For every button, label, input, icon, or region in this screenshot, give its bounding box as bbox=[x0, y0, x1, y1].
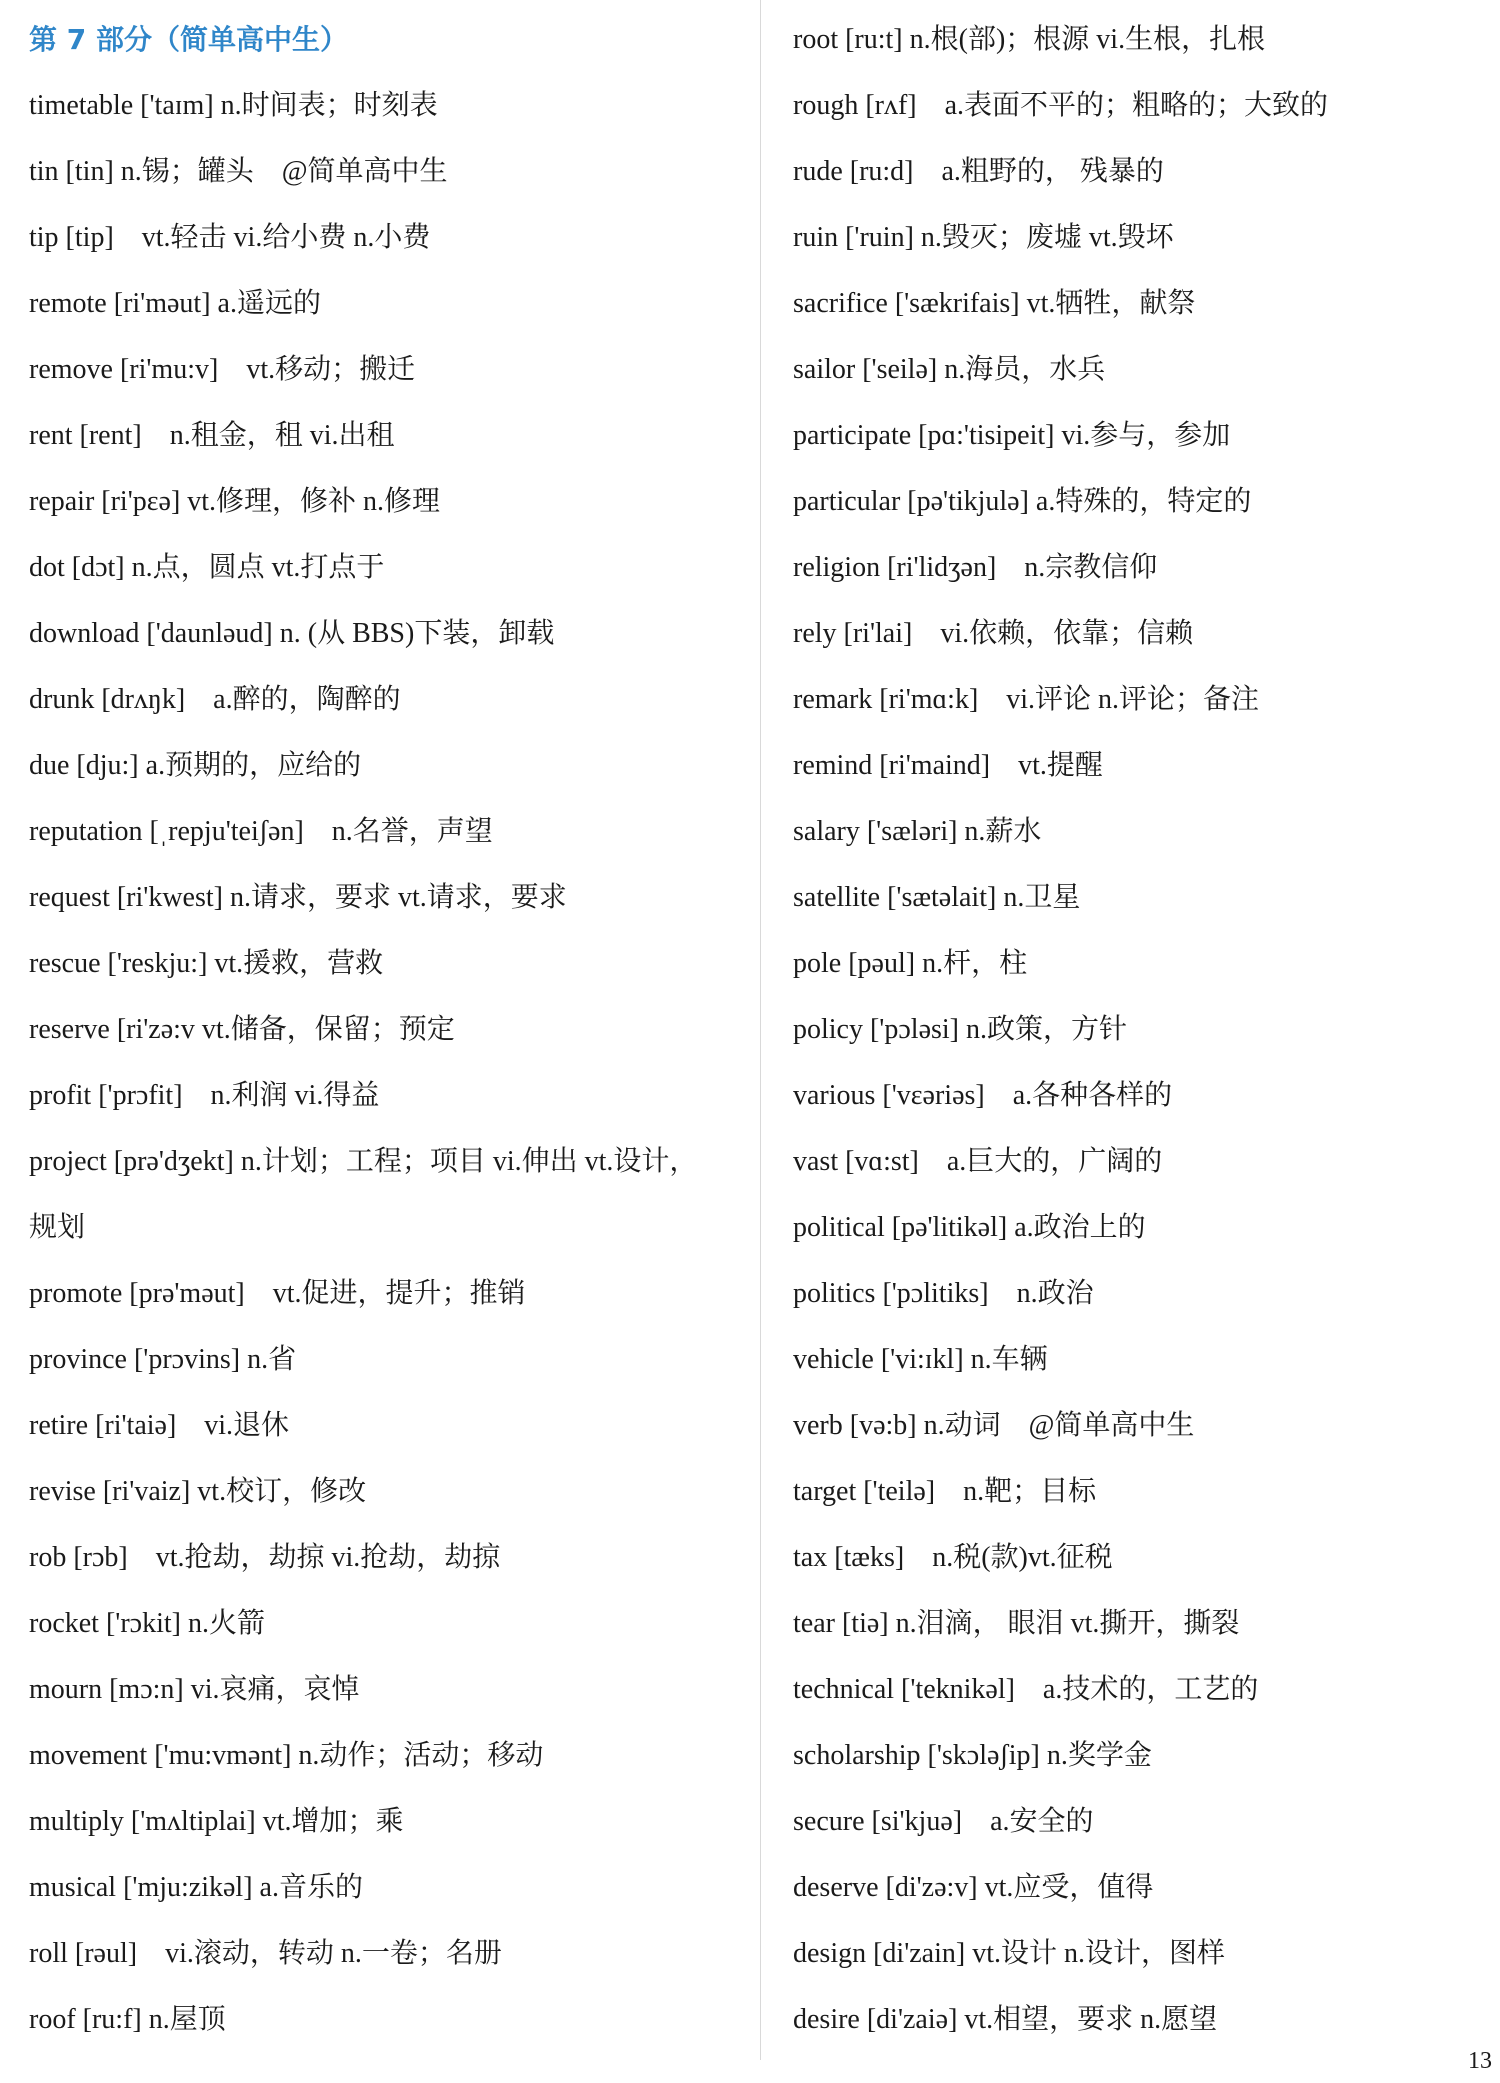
vocabulary-entry: salary ['sæləri] n.薪水 bbox=[793, 816, 1042, 847]
vocabulary-entry: satellite ['sætəlait] n.卫星 bbox=[793, 882, 1081, 913]
vocabulary-entry: mourn [mɔ:n] vi.哀痛，哀悼 bbox=[29, 1674, 360, 1705]
right-column bbox=[793, 14, 1483, 2060]
vocabulary-entry: rent [rent] n.租金，租 vi.出租 bbox=[29, 420, 395, 451]
vocabulary-entry: promote [prə'məut] vt.促进，提升；推销 bbox=[29, 1278, 526, 1309]
vocabulary-entry: rely [ri'lai] vi.依赖，依靠；信赖 bbox=[793, 618, 1194, 649]
vocabulary-entry: profit ['prɔfit] n.利润 vi.得益 bbox=[29, 1080, 380, 1111]
vocabulary-entry: ruin ['ruin] n.毁灭；废墟 vt.毁坏 bbox=[793, 222, 1174, 253]
vocabulary-entry: tear [tiə] n.泪滴， 眼泪 vt.撕开，撕裂 bbox=[793, 1608, 1240, 1639]
vocabulary-entry: particular [pə'tikjulə] a.特殊的，特定的 bbox=[793, 486, 1252, 517]
vocabulary-entry: download ['daunləud] n. (从 BBS)下装，卸载 bbox=[29, 618, 555, 649]
vocabulary-entry: repair [ri'pɛə] vt.修理，修补 n.修理 bbox=[29, 486, 441, 517]
vocabulary-entry: technical ['teknikəl] a.技术的，工艺的 bbox=[793, 1674, 1259, 1705]
vocabulary-entry: vehicle ['vi:ɪkl] n.车辆 bbox=[793, 1344, 1048, 1375]
vocabulary-entry: project [prə'dʒekt] n.计划；工程；项目 vi.伸出 vt.设计， bbox=[29, 1146, 698, 1177]
vocabulary-entry: verb [və:b] n.动词 @简单高中生 bbox=[793, 1410, 1195, 1441]
vocabulary-entry: rob [rɔb] vt.抢劫，劫掠 vi.抢劫，劫掠 bbox=[29, 1542, 501, 1573]
vocabulary-entry: remind [ri'maind] vt.提醒 bbox=[793, 750, 1103, 781]
vocabulary-entry: design [di'zain] vt.设计 n.设计，图样 bbox=[793, 1938, 1225, 1969]
vocabulary-entry: sailor ['seilə] n.海员，水兵 bbox=[793, 354, 1106, 385]
vocabulary-entry: reputation [ˌrepju'teiʃən] n.名誉，声望 bbox=[29, 816, 493, 847]
vocabulary-entry: deserve [di'zə:v] vt.应受，值得 bbox=[793, 1872, 1154, 1903]
vocabulary-entry: root [ru:t] n.根(部)；根源 vi.生根，扎根 bbox=[793, 24, 1266, 55]
vocabulary-entry: religion [ri'lidʒən] n.宗教信仰 bbox=[793, 552, 1158, 583]
left-vocabulary-list bbox=[29, 80, 749, 2060]
vocabulary-entry: 规划 bbox=[29, 1212, 86, 1243]
vocabulary-entry: roof [ru:f] n.屋顶 bbox=[29, 2004, 226, 2035]
left-column bbox=[29, 14, 749, 2060]
column-divider bbox=[760, 0, 761, 2060]
vocabulary-entry: politics ['pɔlitiks] n.政治 bbox=[793, 1278, 1094, 1309]
vocabulary-entry: desire [di'zaiə] vt.相望，要求 n.愿望 bbox=[793, 2004, 1218, 2035]
vocabulary-entry: drunk [drʌŋk] a.醉的，陶醉的 bbox=[29, 684, 401, 715]
vocabulary-entry: province ['prɔvins] n.省 bbox=[29, 1344, 297, 1375]
vocabulary-entry: due [dju:] a.预期的，应给的 bbox=[29, 750, 362, 781]
vocabulary-entry: various ['vɛəriəs] a.各种各样的 bbox=[793, 1080, 1173, 1111]
vocabulary-entry: vast [vɑ:st] a.巨大的，广阔的 bbox=[793, 1146, 1163, 1177]
vocabulary-entry: musical ['mju:zikəl] a.音乐的 bbox=[29, 1872, 363, 1903]
vocabulary-entry: reserve [ri'zə:v vt.储备，保留；预定 bbox=[29, 1014, 455, 1045]
vocabulary-entry: tin [tin] n.锡；罐头 @简单高中生 bbox=[29, 156, 448, 187]
vocabulary-entry: revise [ri'vaiz] vt.校订，修改 bbox=[29, 1476, 367, 1507]
vocabulary-entry: policy ['pɔləsi] n.政策，方针 bbox=[793, 1014, 1127, 1045]
vocabulary-entry: retire [ri'taiə] vi.退休 bbox=[29, 1410, 290, 1441]
vocabulary-entry: sacrifice ['sækrifais] vt.牺牲，献祭 bbox=[793, 288, 1196, 319]
vocabulary-entry: rude [ru:d] a.粗野的， 残暴的 bbox=[793, 156, 1164, 187]
right-vocabulary-list bbox=[793, 14, 1483, 2060]
vocabulary-entry: remark [ri'mɑ:k] vi.评论 n.评论；备注 bbox=[793, 684, 1260, 715]
vocabulary-entry: secure [si'kjuə] a.安全的 bbox=[793, 1806, 1094, 1837]
vocabulary-entry: tax [tæks] n.税(款)vt.征税 bbox=[793, 1542, 1113, 1573]
vocabulary-entry: pole [pəul] n.杆，柱 bbox=[793, 948, 1028, 979]
vocabulary-entry: roll [rəul] vi.滚动，转动 n.一卷；名册 bbox=[29, 1938, 502, 1969]
vocabulary-entry: request [ri'kwest] n.请求，要求 vt.请求，要求 bbox=[29, 882, 567, 913]
vocabulary-entry: remove [ri'mu:v] vt.移动；搬迁 bbox=[29, 354, 416, 385]
vocabulary-entry: remote [ri'məut] a.遥远的 bbox=[29, 288, 321, 319]
section-title: 第 7 部分（简单高中生） bbox=[29, 23, 348, 56]
vocabulary-entry: rocket ['rɔkit] n.火箭 bbox=[29, 1608, 265, 1639]
vocabulary-entry: movement ['mu:vmənt] n.动作；活动；移动 bbox=[29, 1740, 544, 1771]
vocabulary-entry: rescue ['reskju:] vt.援救，营救 bbox=[29, 948, 384, 979]
vocabulary-entry: target ['teilə] n.靶；目标 bbox=[793, 1476, 1097, 1507]
vocabulary-entry: multiply ['mʌltiplai] vt.增加；乘 bbox=[29, 1806, 404, 1837]
vocabulary-entry: rough [rʌf] a.表面不平的；粗略的；大致的 bbox=[793, 90, 1329, 121]
vocabulary-entry: participate [pɑ:'tisipeit] vi.参与，参加 bbox=[793, 420, 1231, 451]
vocabulary-entry: political [pə'litikəl] a.政治上的 bbox=[793, 1212, 1146, 1243]
vocabulary-entry: tip [tip] vt.轻击 vi.给小费 n.小费 bbox=[29, 222, 431, 253]
vocabulary-entry: dot [dɔt] n.点，圆点 vt.打点于 bbox=[29, 552, 385, 583]
vocabulary-entry: timetable ['taɪm] n.时间表；时刻表 bbox=[29, 90, 438, 121]
vocabulary-entry: scholarship ['skɔləʃip] n.奖学金 bbox=[793, 1740, 1152, 1771]
page-number: 13 bbox=[1468, 2048, 1492, 2074]
